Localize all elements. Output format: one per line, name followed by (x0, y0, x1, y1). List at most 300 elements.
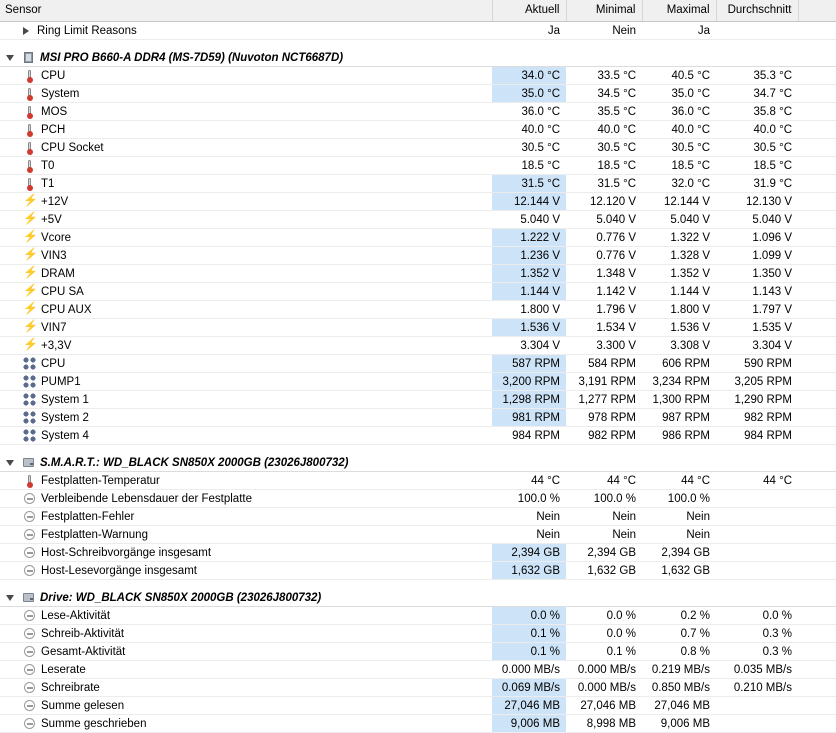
voltage-icon (23, 285, 36, 298)
value-maximal: 986 RPM (642, 427, 716, 445)
table-row[interactable] (0, 427, 836, 445)
table-row[interactable] (0, 409, 836, 427)
sensor-name-cell[interactable] (0, 391, 492, 409)
value-aktuell: 12.144 V (492, 193, 566, 211)
chevron-down-icon[interactable] (4, 456, 17, 469)
value-durchschnitt: 984 RPM (716, 427, 798, 445)
value-minimal: 100.0 % (566, 490, 642, 508)
value-aktuell: 984 RPM (492, 427, 566, 445)
value-aktuell: 1.536 V (492, 319, 566, 337)
value-durchschnitt: 40.0 °C (716, 121, 798, 139)
temperature-icon (23, 105, 36, 118)
row-spare-cell (798, 454, 836, 472)
sensor-label: PCH (41, 123, 66, 136)
fan-icon (23, 429, 36, 442)
sensor-label: Verbleibende Lebensdauer der Festplatte (41, 492, 252, 505)
value-durchschnitt: 0.035 MB/s (716, 661, 798, 679)
sensor-name-cell[interactable] (0, 526, 492, 544)
sensor-label: PUMP1 (41, 375, 81, 388)
fan-icon (23, 411, 36, 424)
value-maximal: 1.328 V (642, 247, 716, 265)
gauge-icon (23, 510, 36, 523)
value-maximal: 12.144 V (642, 193, 716, 211)
value-durchschnitt: 18.5 °C (716, 157, 798, 175)
row-spare-cell (798, 49, 836, 67)
fan-icon (23, 393, 36, 406)
value-maximal: 987 RPM (642, 409, 716, 427)
value-aktuell: 34.0 °C (492, 67, 566, 85)
row-spare-cell (798, 229, 836, 247)
value-maximal: 44 °C (642, 472, 716, 490)
sensor-label: Leserate (41, 663, 86, 676)
sensor-label: Host-Schreibvorgänge insgesamt (41, 546, 212, 559)
value-durchschnitt (716, 562, 798, 580)
table-header (0, 0, 836, 22)
value-minimal: 0.0 % (566, 625, 642, 643)
sensor-name-cell[interactable] (0, 139, 492, 157)
table-row[interactable] (0, 247, 836, 265)
sensor-group-row[interactable] (0, 589, 836, 607)
value-maximal: 32.0 °C (642, 175, 716, 193)
group-spacer (0, 580, 836, 590)
sensor-name-cell[interactable] (0, 625, 492, 643)
value-aktuell: 0.1 % (492, 625, 566, 643)
value-minimal: 3,191 RPM (566, 373, 642, 391)
value-minimal: 978 RPM (566, 409, 642, 427)
sensor-label: Vcore (41, 231, 72, 244)
row-spare-cell (798, 661, 836, 679)
sensor-name-cell[interactable] (0, 697, 492, 715)
table-row[interactable] (0, 562, 836, 580)
value-aktuell: 3.304 V (492, 337, 566, 355)
sensor-label: Ring Limit Reasons (37, 24, 137, 37)
sensor-label: CPU (41, 357, 66, 370)
value-durchschnitt: 1.096 V (716, 229, 798, 247)
sensor-name-cell[interactable] (0, 472, 492, 490)
row-spare-cell (798, 67, 836, 85)
value-durchschnitt: 12.130 V (716, 193, 798, 211)
table-row[interactable] (0, 229, 836, 247)
sensor-name-cell[interactable] (0, 85, 492, 103)
value-durchschnitt: 1.350 V (716, 265, 798, 283)
column-header-minimal[interactable]: Minimal (566, 0, 642, 22)
gauge-icon (23, 564, 36, 577)
sensor-label: CPU (41, 69, 66, 82)
sensor-label: Festplatten-Fehler (41, 510, 135, 523)
sensor-name-cell[interactable] (0, 247, 492, 265)
board-icon (22, 51, 35, 64)
value-durchschnitt: 30.5 °C (716, 139, 798, 157)
table-row[interactable] (0, 193, 836, 211)
voltage-icon (23, 231, 36, 244)
value-minimal: Nein (566, 526, 642, 544)
sensor-label: T0 (41, 159, 55, 172)
value-durchschnitt (716, 715, 798, 733)
value-maximal: 1.352 V (642, 265, 716, 283)
chevron-right-icon[interactable] (19, 24, 32, 37)
sensor-label: System 2 (41, 411, 89, 424)
value-durchschnitt (716, 526, 798, 544)
value-maximal: 0.8 % (642, 643, 716, 661)
temperature-icon (23, 123, 36, 136)
value-minimal: 1.142 V (566, 283, 642, 301)
value-minimal: 5.040 V (566, 211, 642, 229)
table-row[interactable] (0, 607, 836, 625)
value-durchschnitt: 34.7 °C (716, 85, 798, 103)
value-durchschnitt: 1,290 RPM (716, 391, 798, 409)
value-aktuell: Nein (492, 526, 566, 544)
sensor-label: CPU SA (41, 285, 84, 298)
value-minimal: 44 °C (566, 472, 642, 490)
sensor-name-cell[interactable] (0, 715, 492, 733)
sensor-label: Festplatten-Temperatur (41, 474, 160, 487)
value-maximal: 1.322 V (642, 229, 716, 247)
fan-icon (23, 357, 36, 370)
row-spare-cell (798, 625, 836, 643)
value-maximal: Nein (642, 526, 716, 544)
group-label: Drive: WD_BLACK SN850X 2000GB (23026J800732) (40, 591, 322, 604)
table-row[interactable] (0, 319, 836, 337)
value-minimal: 34.5 °C (566, 85, 642, 103)
table-row[interactable] (0, 121, 836, 139)
value-aktuell (492, 49, 566, 67)
value-durchschnitt: 1.797 V (716, 301, 798, 319)
value-aktuell: 18.5 °C (492, 157, 566, 175)
table-row[interactable] (0, 643, 836, 661)
row-spare-cell (798, 373, 836, 391)
table-row[interactable] (0, 139, 836, 157)
table-row[interactable] (0, 715, 836, 733)
sensor-label: System 1 (41, 393, 89, 406)
value-maximal: 0.850 MB/s (642, 679, 716, 697)
sensor-name-cell[interactable] (0, 355, 492, 373)
sensor-name-cell[interactable] (0, 562, 492, 580)
value-maximal: 35.0 °C (642, 85, 716, 103)
value-minimal: 1.348 V (566, 265, 642, 283)
drive-icon (22, 591, 35, 604)
row-spare-cell (798, 472, 836, 490)
sensor-name-cell[interactable] (0, 454, 492, 472)
table-row[interactable] (0, 211, 836, 229)
sensor-group-row[interactable] (0, 49, 836, 67)
row-spare-cell (798, 193, 836, 211)
value-maximal: 0.219 MB/s (642, 661, 716, 679)
row-spare-cell (798, 85, 836, 103)
row-spare-cell (798, 283, 836, 301)
gauge-icon (23, 528, 36, 541)
value-minimal: 30.5 °C (566, 139, 642, 157)
table-row[interactable] (0, 544, 836, 562)
value-minimal: 2,394 GB (566, 544, 642, 562)
value-durchschnitt: 590 RPM (716, 355, 798, 373)
row-spare-cell (798, 589, 836, 607)
value-durchschnitt (716, 22, 798, 40)
value-minimal: 1,277 RPM (566, 391, 642, 409)
value-minimal: 0.1 % (566, 643, 642, 661)
sensor-name-cell[interactable] (0, 229, 492, 247)
value-aktuell: 3,200 RPM (492, 373, 566, 391)
sensor-name-cell[interactable] (0, 67, 492, 85)
table-row[interactable] (0, 697, 836, 715)
value-durchschnitt: 1.535 V (716, 319, 798, 337)
value-maximal (642, 454, 716, 472)
temperature-icon (23, 177, 36, 190)
value-durchschnitt: 3,205 RPM (716, 373, 798, 391)
gauge-icon (23, 699, 36, 712)
value-minimal: Nein (566, 22, 642, 40)
value-maximal: 100.0 % (642, 490, 716, 508)
column-header-sensor[interactable]: Sensor (0, 0, 492, 22)
value-maximal: 5.040 V (642, 211, 716, 229)
row-spare-cell (798, 337, 836, 355)
value-aktuell: 2,394 GB (492, 544, 566, 562)
table-body (0, 22, 836, 733)
value-aktuell: 9,006 MB (492, 715, 566, 733)
sensor-name-cell[interactable] (0, 607, 492, 625)
sensor-name-cell[interactable] (0, 337, 492, 355)
table-row[interactable] (0, 625, 836, 643)
voltage-icon (23, 339, 36, 352)
column-header-durchschnitt[interactable]: Durchschnitt (716, 0, 798, 22)
row-spare-cell (798, 562, 836, 580)
sensor-name-cell[interactable] (0, 679, 492, 697)
value-aktuell: 31.5 °C (492, 175, 566, 193)
value-minimal: 40.0 °C (566, 121, 642, 139)
sensor-name-cell[interactable] (0, 589, 492, 607)
sensor-name-cell[interactable] (0, 319, 492, 337)
sensor-label: Summe geschrieben (41, 717, 147, 730)
value-durchschnitt: 0.3 % (716, 643, 798, 661)
value-durchschnitt (716, 490, 798, 508)
value-minimal: 33.5 °C (566, 67, 642, 85)
temperature-icon (23, 69, 36, 82)
value-minimal: 1.796 V (566, 301, 642, 319)
voltage-icon (23, 213, 36, 226)
sensor-name-cell[interactable] (0, 301, 492, 319)
row-spare-cell (798, 607, 836, 625)
value-durchschnitt (716, 697, 798, 715)
value-minimal (566, 49, 642, 67)
sensor-name-cell[interactable] (0, 427, 492, 445)
value-durchschnitt: 0.210 MB/s (716, 679, 798, 697)
row-spare-cell (798, 121, 836, 139)
sensor-name-cell[interactable] (0, 193, 492, 211)
sensor-name-cell[interactable] (0, 283, 492, 301)
sensor-label: +5V (41, 213, 62, 226)
value-aktuell: 0.069 MB/s (492, 679, 566, 697)
value-minimal: 0.776 V (566, 229, 642, 247)
temperature-icon (23, 159, 36, 172)
table-row[interactable] (0, 157, 836, 175)
sensor-label: DRAM (41, 267, 75, 280)
value-maximal: 0.2 % (642, 607, 716, 625)
table-row[interactable] (0, 175, 836, 193)
value-minimal (566, 589, 642, 607)
value-durchschnitt: 35.3 °C (716, 67, 798, 85)
value-maximal: Nein (642, 508, 716, 526)
table-row[interactable] (0, 661, 836, 679)
table-row[interactable] (0, 67, 836, 85)
value-aktuell: Ja (492, 22, 566, 40)
row-spare-cell (798, 301, 836, 319)
row-spare-cell (798, 697, 836, 715)
value-minimal: 0.0 % (566, 607, 642, 625)
table-row[interactable] (0, 472, 836, 490)
gauge-icon (23, 492, 36, 505)
sensor-name-cell[interactable] (0, 211, 492, 229)
value-maximal: Ja (642, 22, 716, 40)
value-maximal: 1.144 V (642, 283, 716, 301)
value-minimal: 1.534 V (566, 319, 642, 337)
value-durchschnitt: 44 °C (716, 472, 798, 490)
chevron-down-icon[interactable] (4, 51, 17, 64)
sensor-label: Schreibrate (41, 681, 100, 694)
sensor-label: Schreib-Aktivität (41, 627, 125, 640)
sensor-label: +12V (41, 195, 69, 208)
sensor-name-cell[interactable] (0, 508, 492, 526)
sensor-name-cell[interactable] (0, 373, 492, 391)
table-row[interactable] (0, 337, 836, 355)
value-durchschnitt: 3.304 V (716, 337, 798, 355)
table-row[interactable] (0, 490, 836, 508)
value-maximal (642, 589, 716, 607)
table-row[interactable] (0, 508, 836, 526)
sensor-label: T1 (41, 177, 55, 190)
value-aktuell: 35.0 °C (492, 85, 566, 103)
value-durchschnitt: 1.099 V (716, 247, 798, 265)
sensor-label: System 4 (41, 429, 89, 442)
value-durchschnitt (716, 544, 798, 562)
value-maximal: 3.308 V (642, 337, 716, 355)
sensor-name-cell[interactable] (0, 265, 492, 283)
table-row[interactable] (0, 22, 836, 40)
value-durchschnitt: 5.040 V (716, 211, 798, 229)
value-maximal: 30.5 °C (642, 139, 716, 157)
sensor-label: Lese-Aktivität (41, 609, 111, 622)
value-minimal: 27,046 MB (566, 697, 642, 715)
value-maximal: 36.0 °C (642, 103, 716, 121)
group-spacer (0, 40, 836, 50)
table-row[interactable] (0, 265, 836, 283)
value-durchschnitt: 0.3 % (716, 625, 798, 643)
row-spare-cell (798, 508, 836, 526)
sensor-label: System (41, 87, 80, 100)
sensor-name-cell[interactable] (0, 121, 492, 139)
sensor-name-cell[interactable] (0, 643, 492, 661)
row-spare-cell (798, 490, 836, 508)
temperature-icon (23, 87, 36, 100)
value-aktuell: 36.0 °C (492, 103, 566, 121)
value-minimal: 0.000 MB/s (566, 679, 642, 697)
value-durchschnitt: 31.9 °C (716, 175, 798, 193)
value-maximal: 1,632 GB (642, 562, 716, 580)
sensor-name-cell[interactable] (0, 175, 492, 193)
value-durchschnitt: 1.143 V (716, 283, 798, 301)
row-spare-cell (798, 319, 836, 337)
group-label: S.M.A.R.T.: WD_BLACK SN850X 2000GB (23026J800732) (40, 456, 349, 469)
sensor-name-cell[interactable] (0, 157, 492, 175)
value-durchschnitt: 982 RPM (716, 409, 798, 427)
row-spare-cell (798, 139, 836, 157)
value-maximal (642, 49, 716, 67)
temperature-icon (23, 141, 36, 154)
value-aktuell: 1.352 V (492, 265, 566, 283)
value-aktuell: 40.0 °C (492, 121, 566, 139)
row-spare-cell (798, 157, 836, 175)
value-aktuell: 0.0 % (492, 607, 566, 625)
value-aktuell: Nein (492, 508, 566, 526)
value-aktuell (492, 589, 566, 607)
sensor-name-cell[interactable] (0, 661, 492, 679)
value-maximal: 606 RPM (642, 355, 716, 373)
value-maximal: 1.536 V (642, 319, 716, 337)
gauge-icon (23, 717, 36, 730)
sensor-name-cell[interactable] (0, 409, 492, 427)
table-row[interactable] (0, 283, 836, 301)
sensor-label: VIN3 (41, 249, 67, 262)
voltage-icon (23, 267, 36, 280)
gauge-icon (23, 681, 36, 694)
value-aktuell: 0.000 MB/s (492, 661, 566, 679)
sensor-name-cell[interactable] (0, 22, 492, 40)
row-spare-cell (798, 643, 836, 661)
voltage-icon (23, 303, 36, 316)
sensor-group-row[interactable] (0, 454, 836, 472)
chevron-down-icon[interactable] (4, 591, 17, 604)
table-row[interactable] (0, 526, 836, 544)
sensor-label: Summe gelesen (41, 699, 125, 712)
row-spare-cell (798, 526, 836, 544)
sensor-label: Host-Lesevorgänge insgesamt (41, 564, 197, 577)
column-header-aktuell[interactable]: Aktuell (492, 0, 566, 22)
value-maximal: 40.0 °C (642, 121, 716, 139)
value-maximal: 3,234 RPM (642, 373, 716, 391)
value-aktuell: 27,046 MB (492, 697, 566, 715)
value-durchschnitt (716, 589, 798, 607)
sensor-name-cell[interactable] (0, 49, 492, 67)
value-minimal: 18.5 °C (566, 157, 642, 175)
value-minimal: 982 RPM (566, 427, 642, 445)
table-row[interactable] (0, 85, 836, 103)
column-header-maximal[interactable]: Maximal (642, 0, 716, 22)
value-minimal (566, 454, 642, 472)
value-minimal: 0.776 V (566, 247, 642, 265)
table-row[interactable] (0, 391, 836, 409)
value-aktuell: 1.222 V (492, 229, 566, 247)
table-row[interactable] (0, 679, 836, 697)
row-spare-cell (798, 103, 836, 121)
value-minimal: Nein (566, 508, 642, 526)
table-row[interactable] (0, 103, 836, 121)
sensor-label: Gesamt-Aktivität (41, 645, 126, 658)
table-row[interactable] (0, 373, 836, 391)
sensor-name-cell[interactable] (0, 490, 492, 508)
row-spare-cell (798, 175, 836, 193)
temperature-icon (23, 474, 36, 487)
sensor-name-cell[interactable] (0, 103, 492, 121)
sensor-label: MOS (41, 105, 68, 118)
table-row[interactable] (0, 301, 836, 319)
gauge-icon (23, 546, 36, 559)
value-durchschnitt: 0.0 % (716, 607, 798, 625)
value-minimal: 1,632 GB (566, 562, 642, 580)
value-aktuell: 30.5 °C (492, 139, 566, 157)
table-row[interactable] (0, 355, 836, 373)
value-minimal: 3.300 V (566, 337, 642, 355)
row-spare-cell (798, 427, 836, 445)
value-maximal: 2,394 GB (642, 544, 716, 562)
sensor-name-cell[interactable] (0, 544, 492, 562)
